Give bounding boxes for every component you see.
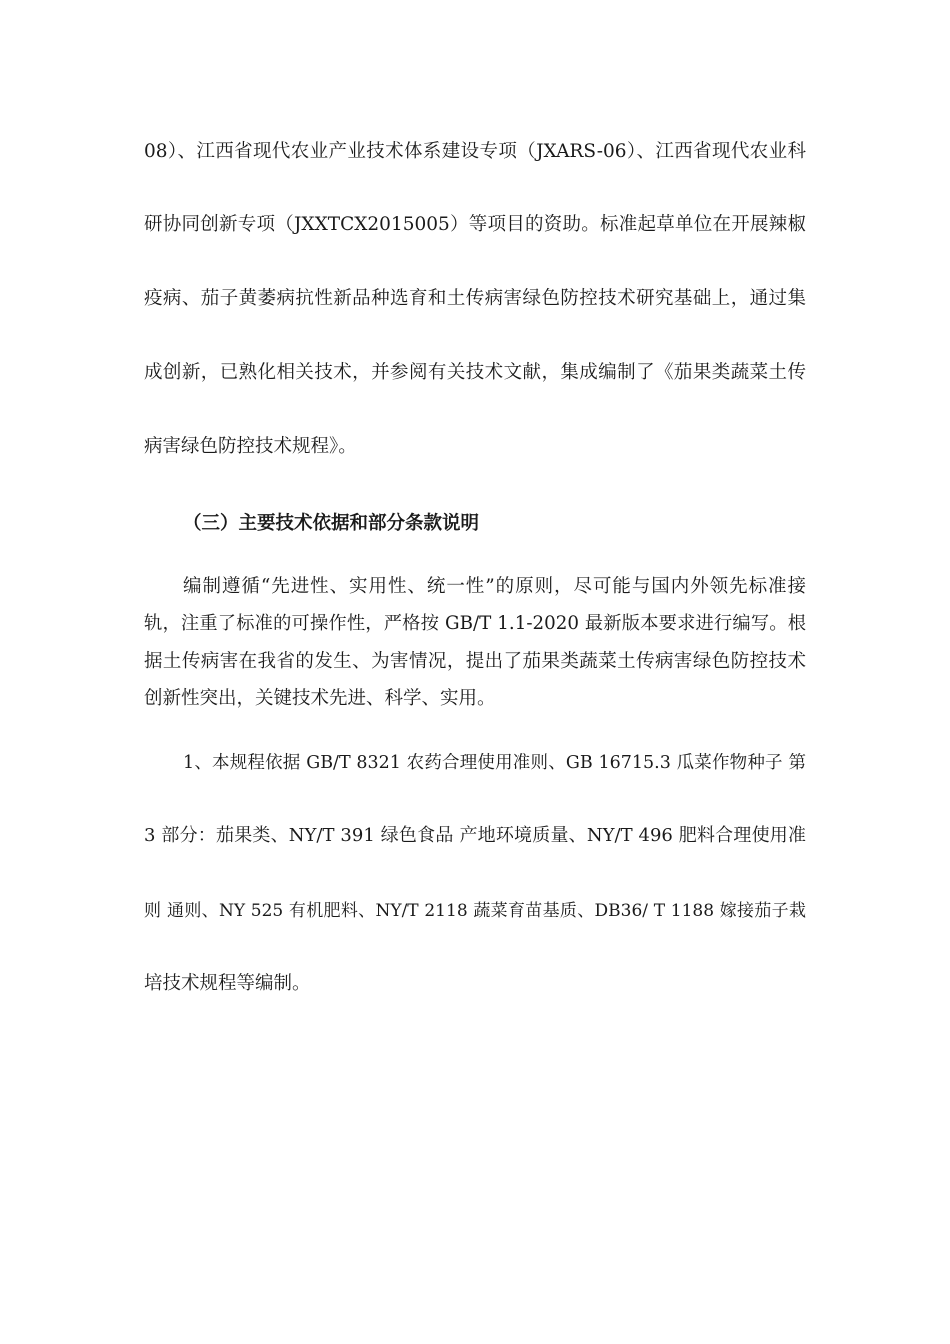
section-heading: （三）主要技术依据和部分条款说明 xyxy=(183,513,480,534)
text-line: 研协同创新专项（JXXTCX2015005）等项目的资助。标准起草单位在开展辣椒 xyxy=(144,214,806,235)
text-line: 1、本规程依据 GB/T 8321 农药合理使用准则、GB 16715.3 瓜菜作物种子 第 xyxy=(183,753,806,773)
text-line: 创新性突出，关键技术先进、科学、实用。 xyxy=(144,688,496,709)
text-line: 据土传病害在我省的发生、为害情况，提出了茄果类蔬菜土传病害绿色防控技术 xyxy=(144,651,806,672)
text-line: 编制遵循“先进性、实用性、统一性”的原则，尽可能与国内外领先标准接 xyxy=(183,576,806,597)
text-line: 08）、江西省现代农业产业技术体系建设专项（JXARS-06）、江西省现代农业科 xyxy=(144,141,806,162)
text-line: 3 部分：茄果类、NY/T 391 绿色食品 产地环境质量、NY/T 496 肥料合理使用准 xyxy=(144,825,806,846)
text-line: 疫病、茄子黄萎病抗性新品种选育和土传病害绿色防控技术研究基础上，通过集 xyxy=(144,288,806,309)
text-line: 成创新，已熟化相关技术，并参阅有关技术文献，集成编制了《茄果类蔬菜土传 xyxy=(144,362,806,383)
text-line: 则 通则、NY 525 有机肥料、NY/T 2118 蔬菜育苗基质、DB36/ T 1188 嫁接茄子栽 xyxy=(144,901,806,921)
text-line: 病害绿色防控技术规程》。 xyxy=(144,436,357,457)
text-line: 培技术规程等编制。 xyxy=(144,973,311,994)
text-line: 轨，注重了标准的可操作性，严格按 GB/T 1.1-2020 最新版本要求进行编写。根 xyxy=(144,613,806,634)
